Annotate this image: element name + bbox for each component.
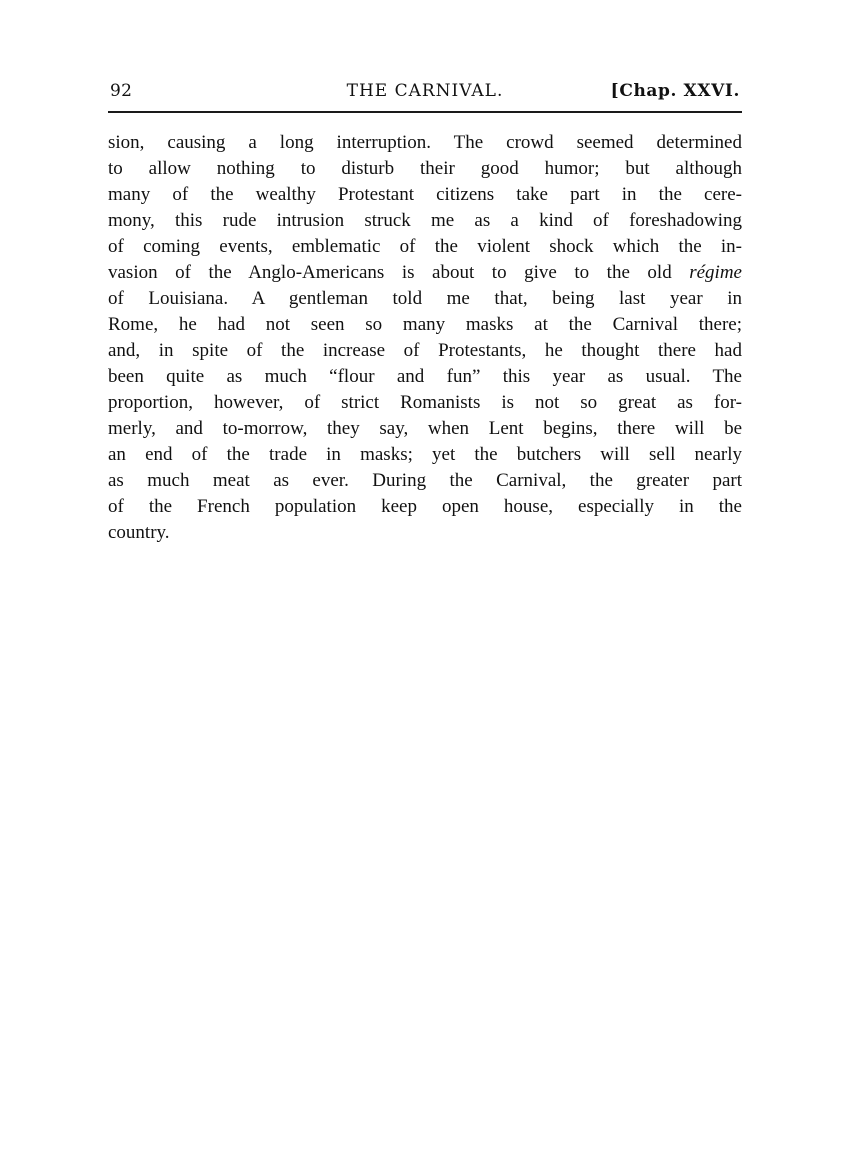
text-line: of coming events, emblematic of the violent shock which the in- (108, 236, 742, 257)
text-line: as much meat as ever. During the Carnival, the greater part (108, 470, 742, 491)
text-line: Rome, he had not seen so many masks at the Carnival there; (108, 314, 742, 335)
text-line: been quite as much “flour and fun” this year as usual. The (108, 366, 742, 387)
text-line: to allow nothing to disturb their good humor; but although (108, 158, 742, 179)
page-number: 92 (110, 81, 133, 101)
text-line: an end of the trade in masks; yet the butchers will sell nearly (108, 444, 742, 465)
text-line: of Louisiana. A gentleman told me that, being last year in (108, 288, 742, 309)
running-title: THE CARNIVAL. (346, 81, 504, 101)
text-line: vasion of the Anglo-Americans is about to give to the old régime (108, 262, 742, 283)
text-line: sion, causing a long interruption. The crowd seemed determined (108, 132, 742, 153)
text-line: many of the wealthy Protestant citizens take part in the cere- (108, 184, 742, 205)
text-line: proportion, however, of strict Romanists is not so great as for- (108, 392, 742, 413)
header-rule (108, 111, 742, 113)
text-line: and, in spite of the increase of Protestants, he thought there had (108, 340, 742, 361)
text-line: mony, this rude intrusion struck me as a kind of foreshadowing (108, 210, 742, 231)
italic-word: régime (689, 262, 742, 283)
body-paragraph (108, 130, 742, 546)
chapter-reference: [Chap. XXVI. (610, 81, 740, 101)
text-line: merly, and to-morrow, they say, when Lent begins, there will be (108, 418, 742, 439)
book-page (108, 0, 742, 1150)
text-line: country. (108, 522, 170, 543)
text-line: of the French population keep open house, especially in the (108, 496, 742, 517)
running-head (108, 80, 742, 102)
